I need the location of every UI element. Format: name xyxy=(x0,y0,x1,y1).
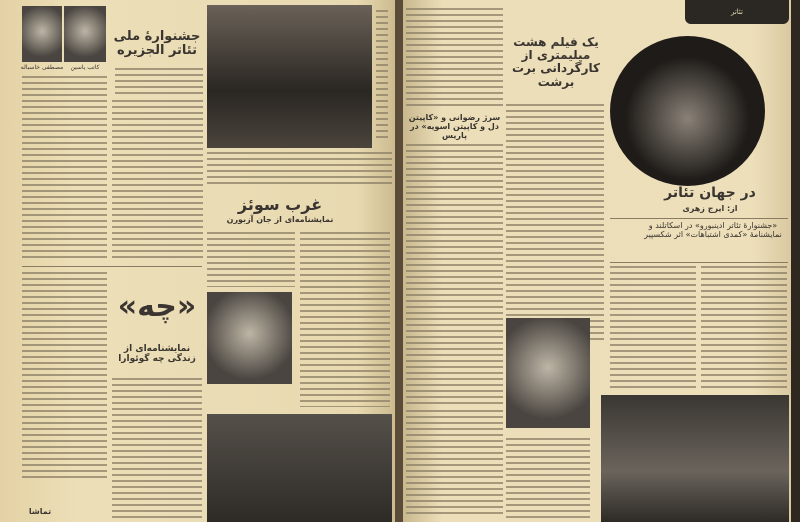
page-edge xyxy=(791,0,800,522)
couple-photo xyxy=(207,292,292,384)
scene-photo xyxy=(207,414,392,522)
world-theatre-subtitle: «جشنوارهٔ تئاتر ادینبورو» در اسکاتلند و نمایشنامهٔ «کمدی اشتباهات» اثر شکسپیر xyxy=(644,221,782,239)
divider xyxy=(610,262,788,263)
article-text xyxy=(300,232,390,407)
che-title: «چه» xyxy=(117,289,197,324)
world-theatre-title: در جهان تئاتر xyxy=(664,185,756,201)
vertical-caption xyxy=(376,10,388,140)
circular-stage-photo xyxy=(610,36,765,186)
portrait-photo-khasbalah xyxy=(22,6,62,62)
article-text xyxy=(112,100,203,260)
article-text xyxy=(22,76,107,262)
stage-photo xyxy=(207,5,372,148)
right-page xyxy=(403,0,791,522)
article-text xyxy=(112,378,202,518)
article-text xyxy=(406,8,503,108)
article-text xyxy=(610,266,696,391)
comedy-of-errors-photo xyxy=(601,395,789,522)
article-text xyxy=(506,104,604,344)
left-page xyxy=(0,0,397,522)
magazine-logo: تماشا xyxy=(28,507,52,516)
algeria-festival-title: جشنوارهٔ ملی تئاتر الجزیره xyxy=(113,29,201,59)
suez-title: غرب سوئز xyxy=(237,195,323,214)
men-photo xyxy=(506,318,590,428)
article-text xyxy=(207,232,295,287)
che-subtitle: نمایشنامه‌ای از زندگی چه گوئوارا xyxy=(118,344,196,364)
article-text xyxy=(22,272,107,482)
article-text xyxy=(115,68,203,96)
article-text xyxy=(406,144,503,404)
photo-caption: کاتب یاسین xyxy=(70,64,100,71)
film-title: یک فیلم هشت میلیمتری از کارگردانی برت برشت xyxy=(512,35,600,89)
section-tab: تئاتر xyxy=(685,0,789,24)
suez-subtitle: نمایشنامه‌ای از جان آزبورن xyxy=(226,215,334,224)
world-theatre-author: از: ایرج زهری xyxy=(682,204,738,213)
article-text xyxy=(701,266,787,391)
article-text xyxy=(406,410,503,518)
article-text xyxy=(506,438,590,518)
divider xyxy=(22,266,202,267)
rezvani-title: سرژ رضوانی و «کاپیتن دل و کاپیتن اسویه» در پاریس xyxy=(408,113,501,140)
portrait-photo-yacine xyxy=(64,6,106,62)
photo-caption: مصطفی خاسباله xyxy=(20,64,64,71)
divider xyxy=(610,218,788,219)
article-text xyxy=(207,152,392,188)
